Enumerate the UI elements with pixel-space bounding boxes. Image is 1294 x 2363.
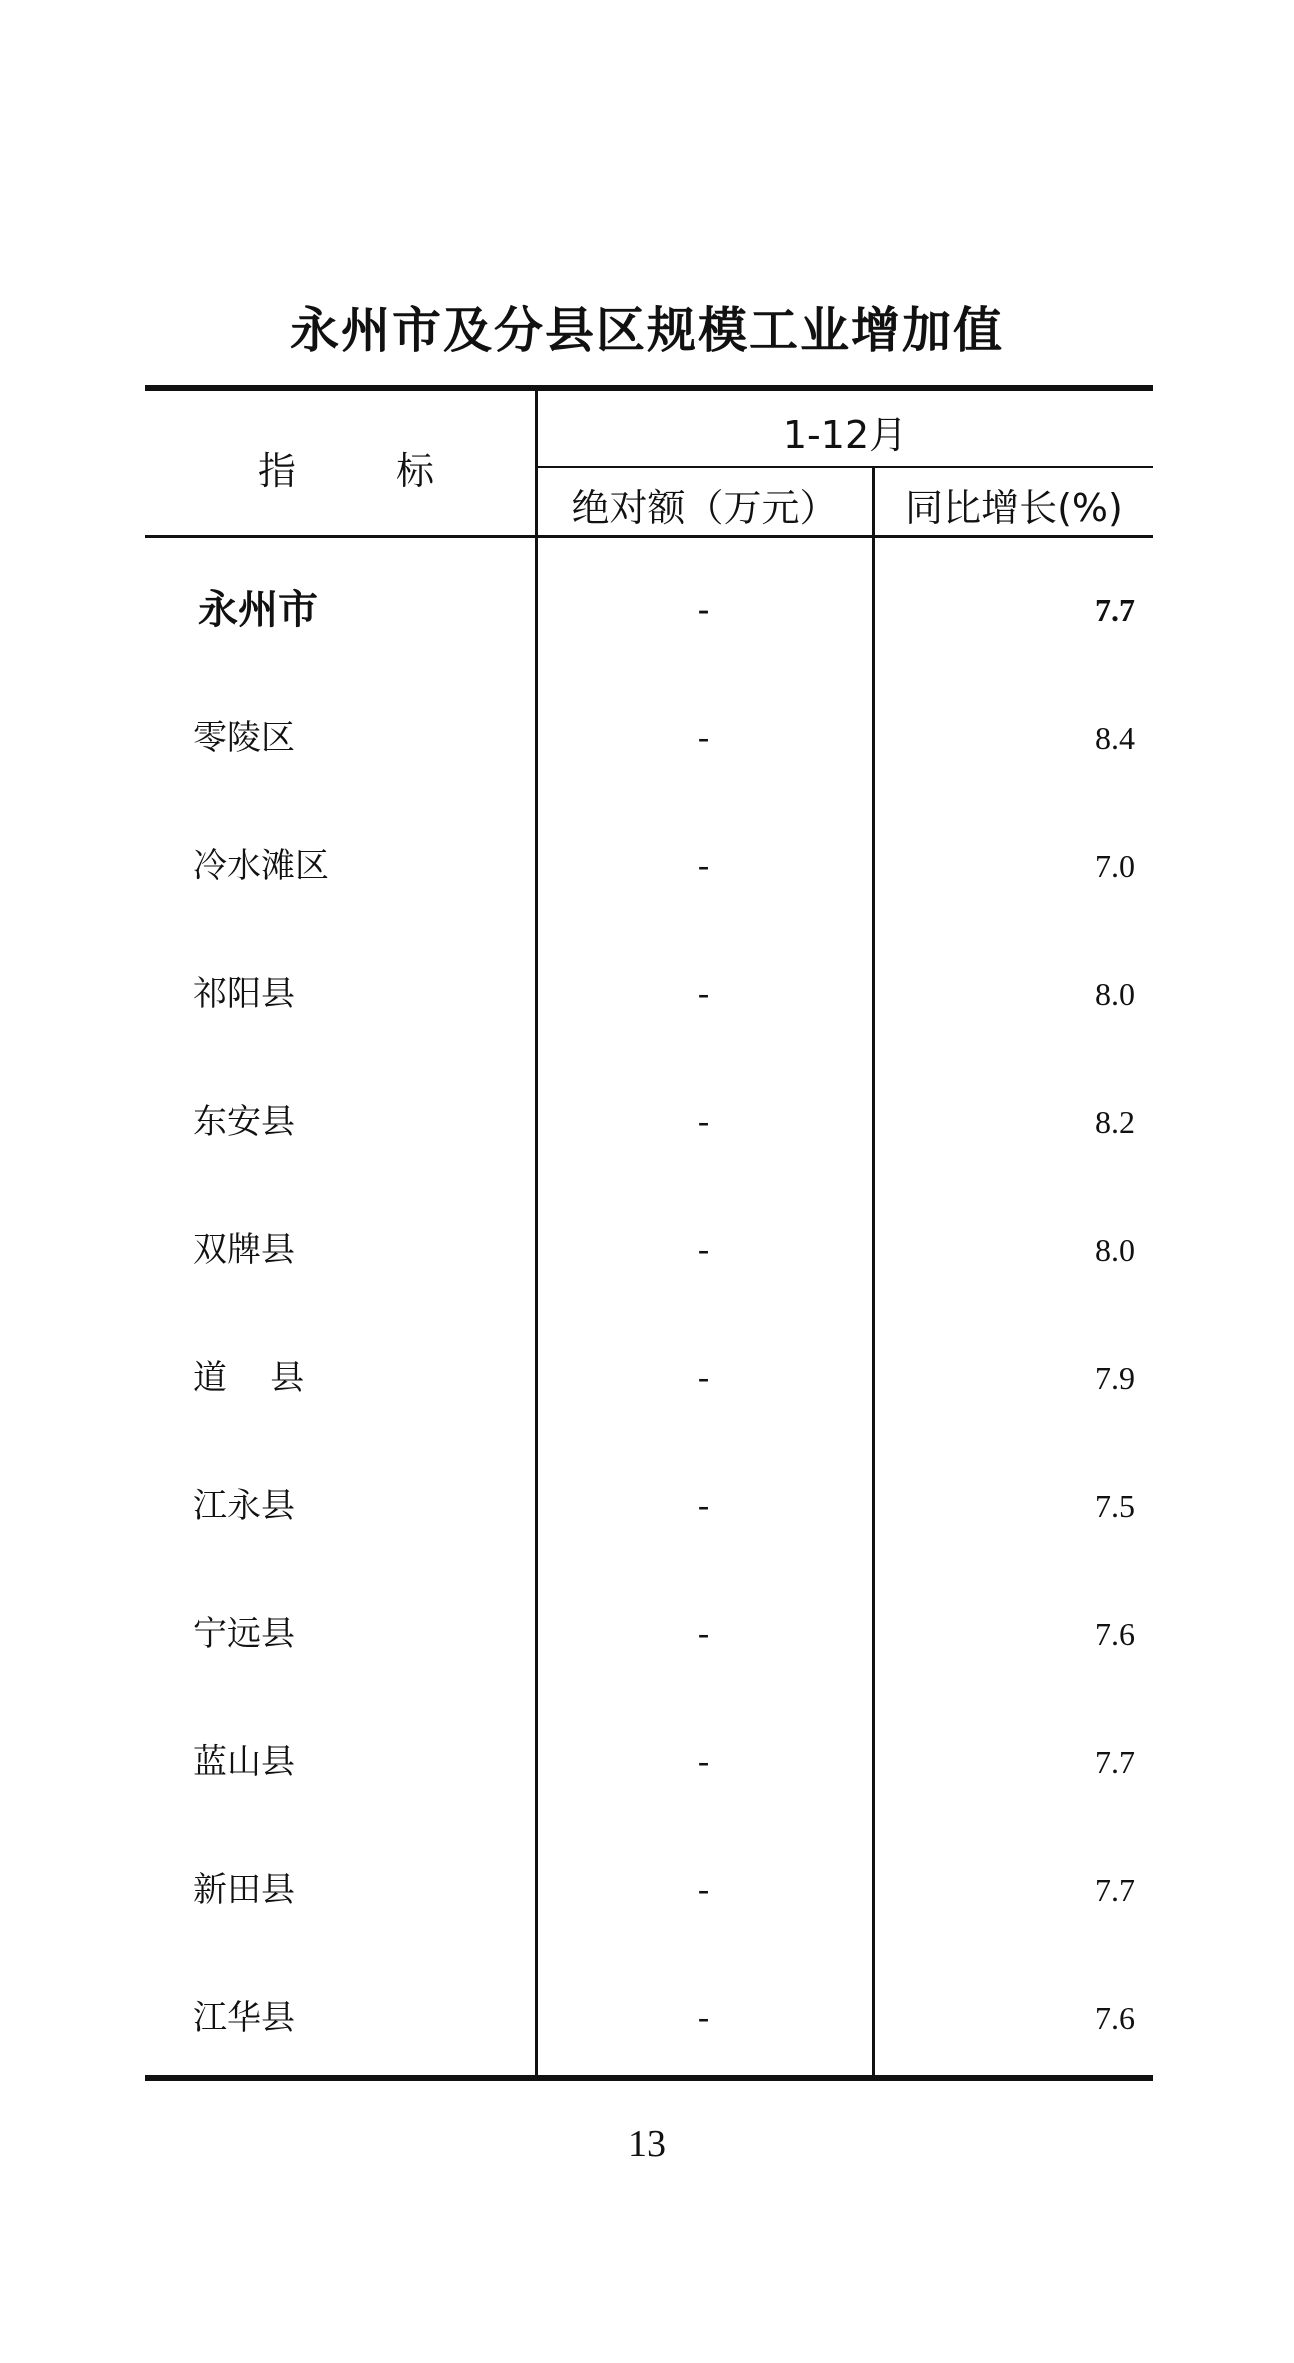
header-indicator-left: 指 [258, 449, 297, 493]
row-yoy: 8.0 [1095, 1232, 1135, 1268]
row-absolute: - [697, 1103, 710, 1140]
row-absolute: - [697, 1743, 710, 1780]
table-row [145, 674, 1153, 802]
header-sub-rule [537, 466, 1153, 468]
row-absolute: - [697, 591, 710, 628]
table-row [145, 1698, 1153, 1826]
table-row [145, 1186, 1153, 1314]
header-bottom-rule [145, 535, 1153, 538]
table-row [145, 1058, 1153, 1186]
row-name: 宁远县 [193, 1614, 295, 1654]
table-row [145, 802, 1153, 930]
row-absolute: - [697, 1999, 710, 2036]
row-absolute: - [697, 847, 710, 884]
table-row [145, 1570, 1153, 1698]
row-name: 双牌县 [193, 1230, 295, 1270]
row-name: 零陵区 [193, 718, 295, 758]
table-row [145, 1826, 1153, 1954]
row-yoy: 7.6 [1095, 2000, 1135, 2036]
row-yoy: 8.4 [1095, 720, 1135, 756]
row-name: 祁阳县 [193, 974, 295, 1014]
row-absolute: - [697, 1871, 710, 1908]
header-yoy: 同比增长(%) [905, 486, 1123, 530]
row-yoy: 7.6 [1095, 1616, 1135, 1652]
row-name: 东安县 [193, 1102, 295, 1142]
row-absolute: - [697, 975, 710, 1012]
row-name: 江永县 [193, 1486, 295, 1526]
row-name: 江华县 [193, 1998, 295, 2038]
table-row-total [145, 546, 1153, 674]
row-absolute: - [697, 719, 710, 756]
row-name: 蓝山县 [193, 1742, 295, 1782]
row-yoy: 8.2 [1095, 1104, 1135, 1140]
row-yoy: 7.7 [1095, 1744, 1135, 1780]
header-indicator-right: 标 [396, 449, 435, 493]
table-row [145, 1314, 1153, 1442]
row-yoy: 7.7 [1095, 592, 1135, 628]
row-yoy: 7.5 [1095, 1488, 1135, 1524]
header-period: 1-12月 [782, 413, 908, 457]
row-yoy: 8.0 [1095, 976, 1135, 1012]
header-indicator [258, 440, 434, 495]
table-top-rule [145, 385, 1153, 391]
row-absolute: - [697, 1487, 710, 1524]
table-row [145, 1954, 1153, 2082]
header-absolute: 绝对额（万元） [571, 486, 838, 530]
row-absolute: - [697, 1231, 710, 1268]
row-yoy: 7.7 [1095, 1872, 1135, 1908]
page-number: 13 [628, 2123, 666, 2165]
row-absolute: - [697, 1615, 710, 1652]
row-absolute: - [697, 1359, 710, 1396]
row-yoy: 7.0 [1095, 848, 1135, 884]
row-name: 新田县 [193, 1870, 295, 1910]
table-row [145, 930, 1153, 1058]
row-yoy: 7.9 [1095, 1360, 1135, 1396]
page-title: 永州市及分县区规模工业增加值 [289, 302, 1004, 359]
row-name: 道 县 [193, 1358, 305, 1398]
table-row [145, 1442, 1153, 1570]
row-name: 永州市 [198, 587, 318, 633]
row-name: 冷水滩区 [193, 846, 329, 886]
